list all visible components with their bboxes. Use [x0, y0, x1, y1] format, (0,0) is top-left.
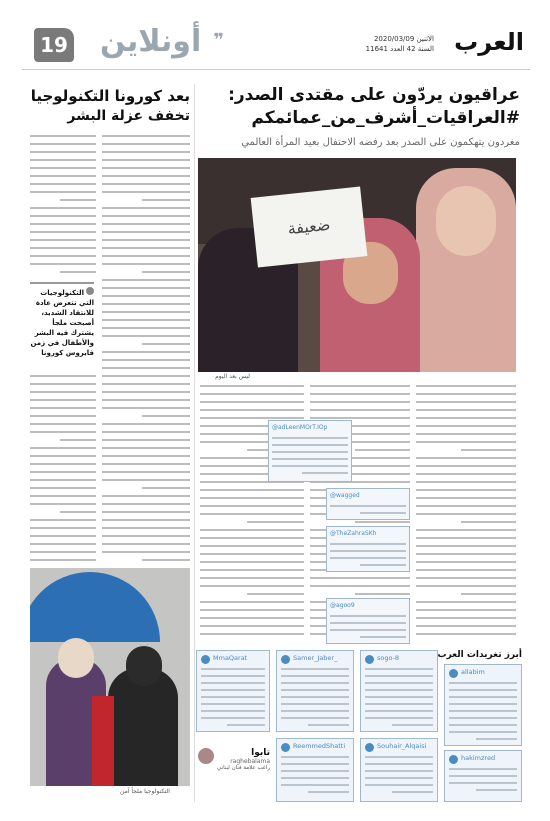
text-line: [310, 574, 410, 582]
tweet-text-line: [365, 689, 433, 691]
text-line: [102, 452, 190, 460]
main-headline-line-2: #العراقيات_أشرف_من_عمائمكم: [251, 108, 520, 128]
tweet-text-line: [281, 777, 349, 779]
tweet-text-line: [365, 696, 433, 698]
text-line: [102, 244, 190, 252]
text-line: [200, 502, 304, 510]
tweet-text-line: [365, 763, 433, 765]
tweet-text-line: [449, 703, 517, 705]
text-line: [416, 598, 516, 606]
tweet-text-line: [272, 437, 348, 439]
text-line: [30, 380, 96, 388]
photo-face-left: [58, 638, 94, 678]
text-line: [30, 532, 96, 540]
text-line: [102, 172, 190, 180]
tweet-box: [196, 650, 270, 732]
side-headline-line-2: تخفف عزلة البشر: [67, 108, 190, 124]
avatar: [281, 743, 290, 752]
photo-face-right: [436, 186, 496, 256]
text-line: [30, 140, 96, 148]
text-line: [416, 454, 516, 462]
text-line: [102, 164, 190, 172]
side-pull-quote: [30, 282, 94, 358]
tweet-text-line: [449, 696, 517, 698]
text-line: [102, 428, 190, 436]
text-line: [102, 508, 190, 516]
main-deck: مغردون يتهكمون على الصدر بعد رفضه الاحتفال بعيد المرأة العالمي: [241, 137, 520, 148]
tweet-handle: @agoo9: [330, 602, 355, 609]
text-line: [310, 590, 410, 598]
issue-number: السنة 42 العدد 11641: [365, 45, 434, 53]
text-line: [416, 566, 516, 574]
text-line: [102, 460, 190, 468]
side-column-3: [30, 372, 96, 564]
tweet-handle: ReemmedShatti: [293, 742, 346, 750]
text-line: [30, 388, 96, 396]
tweet-text-line: [365, 710, 433, 712]
text-line: [102, 196, 190, 204]
article-text-lines: [30, 372, 96, 564]
text-line: [416, 478, 516, 486]
side-column-1: [102, 132, 190, 564]
text-line: [30, 180, 96, 188]
text-line: [30, 204, 96, 212]
tweet-text-line: [449, 768, 517, 770]
tweet-text-line: [330, 550, 406, 552]
section-title: أونلاين: [100, 24, 202, 59]
tweet-text-line: [330, 543, 406, 545]
tweet-text-line: [308, 791, 349, 793]
tweet-text-line: [227, 724, 265, 726]
text-line: [30, 524, 96, 532]
text-line: [102, 412, 190, 420]
text-line: [30, 236, 96, 244]
tweet-text-line: [365, 675, 433, 677]
text-line: [102, 532, 190, 540]
tweet-text-line: [308, 724, 349, 726]
quote-dot-icon: [86, 287, 94, 295]
tweet-text-line: [272, 458, 348, 460]
text-line: [30, 540, 96, 548]
text-line: [102, 396, 190, 404]
text-line: [102, 204, 190, 212]
text-line: [30, 228, 96, 236]
tweet-text-line: [476, 738, 517, 740]
tweet-text-line: [201, 696, 265, 698]
text-line: [30, 468, 96, 476]
tweet-handle: @adLeenMOrT.IOp: [272, 424, 328, 431]
text-line: [310, 398, 410, 406]
author-avatar: [198, 748, 214, 764]
article-text-lines: [416, 382, 516, 638]
text-line: [416, 446, 516, 454]
text-line: [30, 172, 96, 180]
tweet-box: [360, 650, 438, 732]
main-headline-block: [220, 84, 520, 149]
text-line: [30, 428, 96, 436]
text-line: [102, 252, 190, 260]
text-line: [200, 622, 304, 630]
text-line: [416, 614, 516, 622]
page-number: 19: [34, 28, 74, 62]
tweet-text-line: [365, 784, 433, 786]
text-line: [102, 372, 190, 380]
text-line: [30, 164, 96, 172]
text-line: [416, 558, 516, 566]
text-line: [416, 574, 516, 582]
text-line: [30, 460, 96, 468]
text-line: [30, 500, 96, 508]
text-line: [416, 518, 516, 526]
tweet-text-line: [449, 682, 517, 684]
tweet-handle: MmaQarat: [213, 654, 248, 662]
tweet-text-line: [392, 791, 433, 793]
avatar: [449, 755, 458, 764]
text-line: [102, 340, 190, 348]
text-line: [30, 516, 96, 524]
page-header: [22, 22, 530, 70]
text-line: [30, 212, 96, 220]
text-line: [102, 260, 190, 268]
tweet-text-line: [365, 703, 433, 705]
tweet-text-line: [201, 703, 265, 705]
tweet-text-line: [272, 451, 348, 453]
inline-tweet: [326, 526, 410, 572]
text-line: [30, 268, 96, 276]
text-line: [416, 550, 516, 558]
text-line: [30, 148, 96, 156]
text-line: [30, 188, 96, 196]
text-line: [102, 268, 190, 276]
text-line: [102, 380, 190, 388]
text-line: [102, 180, 190, 188]
text-line: [30, 444, 96, 452]
text-line: [30, 452, 96, 460]
tweet-text-line: [360, 512, 406, 514]
text-line: [102, 364, 190, 372]
tweet-text-line: [365, 668, 433, 670]
quote-icon: ❞: [213, 30, 224, 51]
tweet-text-line: [281, 682, 349, 684]
text-line: [200, 542, 304, 550]
text-line: [102, 348, 190, 356]
tweet-text-line: [330, 505, 406, 507]
tweet-text-line: [281, 756, 349, 758]
text-line: [416, 606, 516, 614]
tweet-text-line: [365, 777, 433, 779]
text-line: [102, 156, 190, 164]
tweet-text-line: [330, 622, 406, 624]
text-line: [30, 244, 96, 252]
side-photo-caption: التكنولوجيا ملجأ آمن: [120, 788, 170, 795]
tweet-text-line: [281, 689, 349, 691]
text-line: [416, 486, 516, 494]
tweet-text-line: [201, 682, 265, 684]
text-line: [416, 542, 516, 550]
tweet-handle: Souhair_Alqaisi: [377, 742, 427, 750]
text-line: [310, 582, 410, 590]
text-line: [416, 494, 516, 502]
text-line: [416, 422, 516, 430]
red-scarf: [92, 696, 114, 786]
text-line: [416, 430, 516, 438]
tweet-text-line: [330, 629, 406, 631]
side-headline-line-1: بعد كورونا التكنولوجيا: [30, 87, 190, 105]
text-line: [102, 524, 190, 532]
text-line: [102, 284, 190, 292]
tweet-text-line: [330, 557, 406, 559]
inline-tweet: [326, 488, 410, 520]
author-handle: raghebalama: [230, 758, 270, 765]
tweet-text-line: [201, 710, 265, 712]
text-line: [200, 590, 304, 598]
text-line: [200, 630, 304, 638]
photo-face-right: [126, 646, 162, 686]
text-line: [102, 548, 190, 556]
text-line: [30, 556, 96, 564]
text-line: [416, 582, 516, 590]
text-line: [102, 444, 190, 452]
tweet-text-line: [449, 775, 517, 777]
text-line: [102, 188, 190, 196]
text-line: [416, 534, 516, 542]
tweet-handle: allabim: [461, 668, 485, 676]
text-line: [310, 390, 410, 398]
tweet-text-line: [302, 472, 348, 474]
column-divider: [194, 84, 195, 802]
tweet-text-line: [365, 682, 433, 684]
text-line: [416, 622, 516, 630]
umbrella-shape: [30, 572, 160, 642]
text-line: [416, 526, 516, 534]
text-line: [200, 574, 304, 582]
tweet-text-line: [272, 465, 348, 467]
tweet-handle: sogo-8: [377, 654, 400, 662]
avatar: [449, 669, 458, 678]
text-line: [310, 382, 410, 390]
article-text-lines: [30, 132, 96, 276]
article-column-1: [416, 382, 516, 644]
text-line: [102, 540, 190, 548]
tweet-text-line: [476, 789, 517, 791]
text-line: [200, 510, 304, 518]
article-text-lines: [102, 132, 190, 564]
text-line: [102, 356, 190, 364]
text-line: [102, 436, 190, 444]
tweet-box: [444, 664, 522, 746]
text-line: [102, 276, 190, 284]
tweets-section: [196, 650, 522, 802]
tweet-text-line: [281, 668, 349, 670]
text-line: [416, 590, 516, 598]
text-line: [30, 508, 96, 516]
text-line: [416, 398, 516, 406]
text-line: [102, 420, 190, 428]
text-line: [102, 148, 190, 156]
tweet-box: [444, 750, 522, 802]
text-line: [416, 462, 516, 470]
text-line: [200, 566, 304, 574]
text-line: [102, 404, 190, 412]
text-line: [30, 220, 96, 228]
tweet-text-line: [392, 724, 433, 726]
avatar: [201, 655, 210, 664]
inline-tweet: [326, 598, 410, 644]
text-line: [200, 598, 304, 606]
inline-tweet: [268, 420, 352, 482]
text-line: [102, 132, 190, 140]
tweet-text-line: [281, 763, 349, 765]
tweet-text-line: [272, 444, 348, 446]
text-line: [102, 300, 190, 308]
text-line: [200, 558, 304, 566]
text-line: [30, 548, 96, 556]
tweet-text-line: [201, 717, 265, 719]
tweet-text-line: [449, 724, 517, 726]
side-photo: [30, 568, 190, 786]
tweet-box: [276, 738, 354, 802]
text-line: [30, 420, 96, 428]
text-line: [416, 406, 516, 414]
text-line: [30, 476, 96, 484]
featured-author: [200, 748, 270, 772]
text-line: [102, 492, 190, 500]
main-headline-line-1: عراقيون يردّون على مقتدى الصدر:: [228, 85, 520, 105]
tweet-text-line: [330, 615, 406, 617]
text-line: [30, 372, 96, 380]
text-line: [102, 500, 190, 508]
text-line: [30, 260, 96, 268]
text-line: [200, 494, 304, 502]
tweet-text-line: [360, 564, 406, 566]
text-line: [30, 412, 96, 420]
tweet-text-line: [201, 668, 265, 670]
tweet-text-line: [201, 689, 265, 691]
tweet-text-line: [201, 675, 265, 677]
protest-sign: ضعيفة: [251, 186, 368, 267]
text-line: [200, 526, 304, 534]
text-line: [200, 582, 304, 590]
avatar: [365, 743, 374, 752]
tweet-text-line: [365, 717, 433, 719]
issue-info: [366, 34, 434, 54]
text-line: [416, 630, 516, 638]
text-line: [102, 316, 190, 324]
main-photo: [198, 158, 516, 372]
text-line: [416, 382, 516, 390]
tweet-handle: Samer_Jaber_: [293, 654, 338, 662]
text-line: [30, 436, 96, 444]
text-line: [102, 324, 190, 332]
text-line: [102, 556, 190, 564]
avatar: [365, 655, 374, 664]
tweet-text-line: [449, 717, 517, 719]
tweet-handle: @TheZahraSKh: [330, 530, 377, 537]
text-line: [200, 382, 304, 390]
text-line: [200, 398, 304, 406]
newspaper-logo: العرب: [454, 28, 524, 56]
text-line: [200, 606, 304, 614]
text-line: [30, 252, 96, 260]
text-line: [30, 484, 96, 492]
tweet-text-line: [449, 689, 517, 691]
text-line: [30, 132, 96, 140]
tweet-text-line: [449, 710, 517, 712]
tweet-text-line: [365, 770, 433, 772]
tweet-text-line: [281, 703, 349, 705]
text-line: [102, 236, 190, 244]
text-line: [200, 486, 304, 494]
author-name: تابوا: [251, 748, 270, 758]
side-column-2: [30, 132, 96, 278]
text-line: [310, 406, 410, 414]
tweet-box: [276, 650, 354, 732]
text-line: [102, 212, 190, 220]
text-line: [416, 390, 516, 398]
text-line: [102, 228, 190, 236]
text-line: [416, 502, 516, 510]
tweet-box: [360, 738, 438, 802]
text-line: [416, 414, 516, 422]
text-line: [102, 468, 190, 476]
side-headline-block: [30, 86, 190, 126]
text-line: [416, 438, 516, 446]
text-line: [30, 404, 96, 412]
text-line: [200, 534, 304, 542]
text-line: [102, 140, 190, 148]
text-line: [102, 476, 190, 484]
author-role: راغب علامة فنان لبناني: [217, 765, 270, 771]
text-line: [102, 332, 190, 340]
tweet-text-line: [281, 770, 349, 772]
avatar: [281, 655, 290, 664]
text-line: [200, 390, 304, 398]
tweet-text-line: [360, 636, 406, 638]
tweet-text-line: [449, 782, 517, 784]
text-line: [30, 196, 96, 204]
pull-quote-text: التكنولوجيات التي تتعرض عادة للانتقاد الشديد، أصبحت ملجأ يشترك فيه البشر والأطفال في زمن فايروس كورونا: [30, 289, 94, 357]
text-line: [200, 406, 304, 414]
text-line: [102, 292, 190, 300]
text-line: [30, 396, 96, 404]
tweet-text-line: [281, 675, 349, 677]
text-line: [200, 614, 304, 622]
text-line: [102, 308, 190, 316]
text-line: [200, 518, 304, 526]
text-line: [200, 550, 304, 558]
text-line: [416, 510, 516, 518]
main-photo-caption: ليس بعد اليوم: [215, 373, 250, 380]
issue-date: الاثنين 2020/03/09: [373, 35, 434, 43]
tweet-text-line: [281, 710, 349, 712]
tweet-handle: @wagged: [330, 492, 360, 499]
text-line: [102, 484, 190, 492]
text-line: [102, 388, 190, 396]
tweet-text-line: [365, 756, 433, 758]
tweet-text-line: [281, 717, 349, 719]
text-line: [102, 220, 190, 228]
tweet-text-line: [449, 731, 517, 733]
text-line: [30, 492, 96, 500]
text-line: [30, 156, 96, 164]
text-line: [416, 470, 516, 478]
tweet-handle: hakimzred: [461, 754, 496, 762]
text-line: [102, 516, 190, 524]
tweet-text-line: [281, 784, 349, 786]
tweet-text-line: [281, 696, 349, 698]
tweets-section-title: أبرز تغريدات العرب: [434, 650, 522, 660]
